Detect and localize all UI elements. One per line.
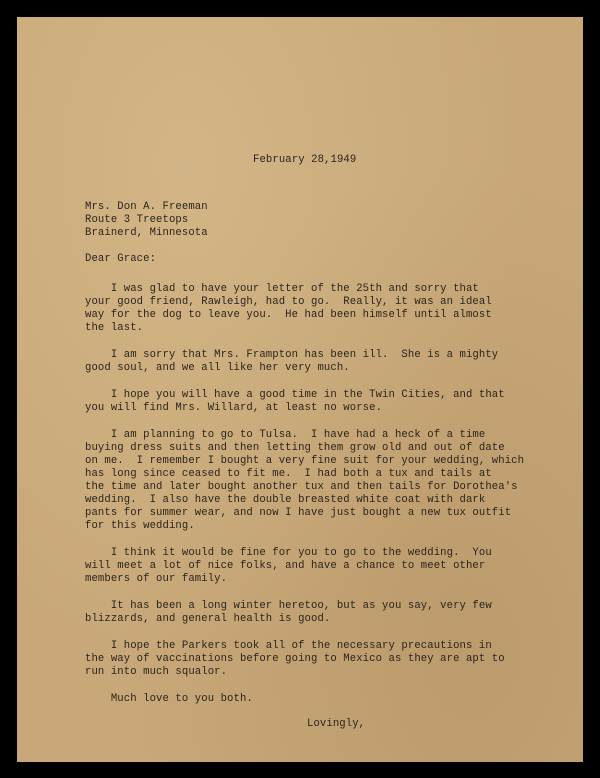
body-line: has long since ceased to fit me. I had both a tux and tails at	[85, 468, 492, 480]
body-line: way for the dog to leave you. He had been himself until almost	[85, 309, 492, 321]
body-line: Much love to you both.	[85, 693, 253, 705]
body-line: the time and later bought another tux and then tails for Dorothea's	[85, 481, 518, 493]
body-line: run into much squalor.	[85, 666, 228, 678]
body-line: the way of vaccinations before going to Mexico as they are apt to	[85, 653, 505, 665]
body-line: I think it would be fine for you to go to the wedding. You	[85, 547, 492, 559]
recipient-city: Brainerd, Minnesota	[85, 227, 208, 239]
body-line: for this wedding.	[85, 520, 195, 532]
salutation: Dear Grace:	[85, 253, 157, 265]
body-line: you will find Mrs. Willard, at least no worse.	[85, 402, 383, 414]
closing: Lovingly,	[307, 718, 366, 730]
body-line: members of our family.	[85, 573, 228, 585]
letter-date: February 28,1949	[253, 154, 357, 166]
body-line: It has been a long winter heretoo, but as you say, very few	[85, 600, 492, 612]
body-line: your good friend, Rawleigh, had to go. Really, it was an ideal	[85, 296, 492, 308]
body-line: wedding. I also have the double breasted white coat with dark	[85, 494, 486, 506]
body-line: I am sorry that Mrs. Frampton has been ill. She is a mighty	[85, 349, 499, 361]
recipient-name: Mrs. Don A. Freeman	[85, 201, 208, 213]
recipient-street: Route 3 Treetops	[85, 214, 189, 226]
body-line: I hope you will have a good time in the Twin Cities, and that	[85, 389, 505, 401]
body-line: buying dress suits and then letting them grow old and out of date	[85, 442, 505, 454]
body-line: blizzards, and general health is good.	[85, 613, 331, 625]
body-line: I was glad to have your letter of the 25th and sorry that	[85, 283, 479, 295]
body-line: will meet a lot of nice folks, and have a chance to meet other	[85, 560, 486, 572]
body-line: I am planning to go to Tulsa. I have had a heck of a time	[85, 429, 486, 441]
body-line: on me. I remember I bought a very fine suit for your wedding, which	[85, 455, 525, 467]
body-line: the last.	[85, 322, 144, 334]
body-line: I hope the Parkers took all of the necessary precautions in	[85, 640, 492, 652]
body-line: good soul, and we all like her very much.	[85, 362, 350, 374]
body-line: pants for summer wear, and now I have just bought a new tux outfit	[85, 507, 512, 519]
letter-page	[17, 17, 583, 762]
